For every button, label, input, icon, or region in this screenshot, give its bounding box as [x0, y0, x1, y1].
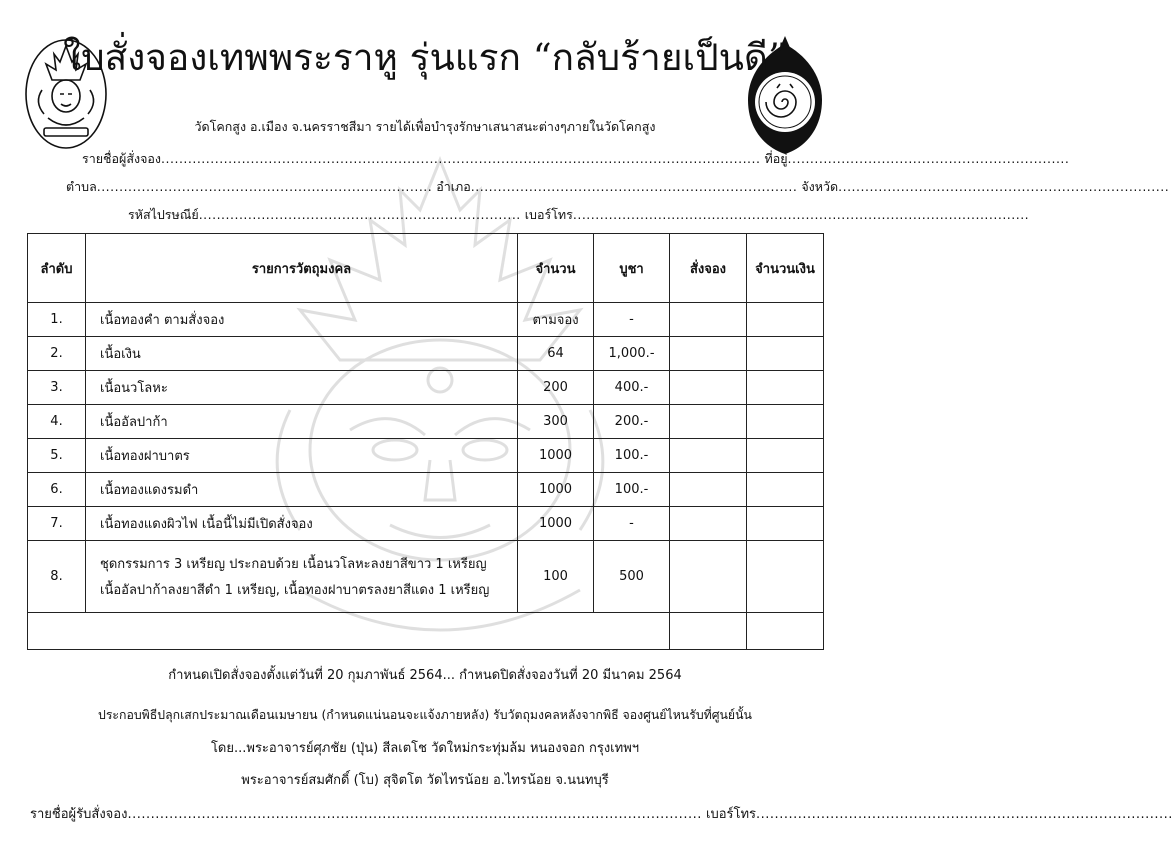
postcode-label: รหัสไปรษณีย์ [128, 207, 199, 222]
row-order-cell[interactable] [670, 303, 747, 337]
table-row [28, 371, 824, 405]
row-no: 1. [28, 303, 86, 337]
row-quantity: 1000 [518, 473, 594, 507]
row-order-cell[interactable] [670, 337, 747, 371]
row-amount-cell[interactable] [747, 371, 824, 405]
row-item-set [86, 541, 518, 613]
row-item: เนื้ออัลปาก้า [86, 405, 518, 439]
row-quantity: ตามจอง [518, 303, 594, 337]
row-order-cell[interactable] [670, 507, 747, 541]
monk-line-2: พระอาจารย์สมศักดิ์ (โบ) สุจิตโต วัดไทรน้อย อ.ไทรน้อย จ.นนทบุรี [241, 773, 609, 788]
column-header-price: บูชา [594, 234, 670, 303]
row-price: 500 [594, 541, 670, 613]
ceremony-note: ประกอบพิธีปลุกเสกประมาณเดือนเมษายน (กำหนดแน่นอนจะแจ้งภายหลัง) รับวัตถุมงคลหลังจากพิธี จองศูนย์ไหนรับที่ศูนย์นั้น [98, 708, 752, 722]
total-blank-cell [28, 613, 670, 650]
row-no: 6. [28, 473, 86, 507]
district-field[interactable]: ......................................................................... [470, 179, 798, 194]
row-order-cell[interactable] [670, 541, 747, 613]
row-item-set-line2: เนื้ออัลปาก้าลงยาสีดำ 1 เหรียญ, เนื้อทองฝาบาตรลงยาสีแดง 1 เหรียญ [100, 582, 490, 598]
row-no: 8. [28, 541, 86, 613]
row-price: 400.- [594, 371, 670, 405]
order-table [27, 233, 824, 650]
row-no: 7. [28, 507, 86, 541]
table-row [28, 507, 824, 541]
page-title: ใบสั่งจองเทพพระราหู รุ่นแรก “กลับร้ายเป็นดี” [63, 36, 787, 79]
row-quantity: 200 [518, 371, 594, 405]
receiver-field[interactable]: ............................................................................................................................ [127, 807, 702, 822]
column-header-order: สั่งจอง [670, 234, 747, 303]
row-amount-cell[interactable] [747, 337, 824, 371]
row-order-cell[interactable] [670, 473, 747, 507]
subdistrict-label: ตำบล [66, 179, 97, 194]
page-subtitle: วัดโคกสูง อ.เมือง จ.นครราชสีมา รายได้เพื่อบำรุงรักษาเสนาสนะต่างๆภายในวัดโคกสูง [194, 119, 656, 134]
row-amount-cell[interactable] [747, 439, 824, 473]
row-price: 200.- [594, 405, 670, 439]
receiver-line [30, 806, 1173, 824]
row-amount-cell[interactable] [747, 405, 824, 439]
row-price: 100.- [594, 473, 670, 507]
row-amount-cell[interactable] [747, 507, 824, 541]
row-order-cell[interactable] [670, 371, 747, 405]
postcode-field[interactable]: ........................................................................ [198, 207, 521, 222]
phone-field[interactable]: ...................................................................................................... [572, 207, 1030, 222]
location-line [66, 178, 1170, 196]
row-item: เนื้อนวโลหะ [86, 371, 518, 405]
row-item: เนื้อทองฝาบาตร [86, 439, 518, 473]
table-row [28, 473, 824, 507]
row-price: 100.- [594, 439, 670, 473]
row-price: 1,000.- [594, 337, 670, 371]
row-amount-cell[interactable] [747, 541, 824, 613]
customer-name-line [82, 150, 1070, 168]
row-amount-cell[interactable] [747, 303, 824, 337]
column-header-no: ลำดับ [28, 234, 86, 303]
customer-name-label: รายชื่อผู้สั่งจอง [82, 151, 162, 166]
row-quantity: 300 [518, 405, 594, 439]
row-item: เนื้อทองแดงผิวไฟ เนื้อนี้ไม่มีเปิดสั่งจอง [86, 507, 518, 541]
row-item: เนื้อทองแดงรมดำ [86, 473, 518, 507]
total-row [28, 613, 824, 650]
province-label: จังหวัด [801, 179, 839, 194]
row-price: - [594, 303, 670, 337]
row-quantity: 1000 [518, 507, 594, 541]
row-item: เนื้อเงิน [86, 337, 518, 371]
column-header-quantity: จำนวน [518, 234, 594, 303]
table-row [28, 337, 824, 371]
phone-label: เบอร์โทร [524, 207, 573, 222]
booking-period-note: กำหนดเปิดสั่งจองตั้งแต่วันที่ 20 กุมภาพันธ์ 2564... กำหนดปิดสั่งจองวันที่ 20 มีนาคม 2564 [168, 668, 682, 683]
address-field[interactable]: ............................................................... [787, 151, 1070, 166]
customer-name-field[interactable]: ...................................................................................................................................... [161, 151, 761, 166]
monk-line-1: โดย...พระอาจารย์ศุภชัย (ปุ่น) สีลเตโช วัดใหม่กระทุ่มล้ม หนองจอก กรุงเทพฯ [210, 741, 640, 756]
total-amount-cell[interactable] [747, 613, 824, 650]
row-item-set-line1: ชุดกรรมการ 3 เหรียญ ประกอบด้วย เนื้อนวโลหะลงยาสีขาว 1 เหรียญ [100, 556, 487, 572]
postcode-phone-line [128, 206, 1030, 224]
district-label: อำเภอ [436, 179, 471, 194]
row-price: - [594, 507, 670, 541]
receiver-phone-field[interactable]: .......................................................................................... [756, 807, 1173, 822]
table-row [28, 405, 824, 439]
row-order-cell[interactable] [670, 439, 747, 473]
table-header-row [28, 234, 824, 303]
table-row [28, 439, 824, 473]
address-label: ที่อยู่ [764, 151, 788, 166]
receiver-label: รายชื่อผู้รับสั่งจอง [30, 807, 128, 822]
row-order-cell[interactable] [670, 405, 747, 439]
row-quantity: 100 [518, 541, 594, 613]
row-no: 3. [28, 371, 86, 405]
row-quantity: 1000 [518, 439, 594, 473]
row-item: เนื้อทองคำ ตามสั่งจอง [86, 303, 518, 337]
row-no: 2. [28, 337, 86, 371]
row-amount-cell[interactable] [747, 473, 824, 507]
row-quantity: 64 [518, 337, 594, 371]
row-no: 4. [28, 405, 86, 439]
column-header-item: รายการวัตถุมงคล [86, 234, 518, 303]
column-header-amount: จำนวนเงิน [747, 234, 824, 303]
receiver-phone-label: เบอร์โทร [706, 807, 757, 822]
province-field[interactable]: .......................................................................... [838, 179, 1170, 194]
row-no: 5. [28, 439, 86, 473]
table-row-set [28, 541, 824, 613]
table-row [28, 303, 824, 337]
subdistrict-field[interactable]: ........................................................................... [96, 179, 433, 194]
total-order-cell[interactable] [670, 613, 747, 650]
